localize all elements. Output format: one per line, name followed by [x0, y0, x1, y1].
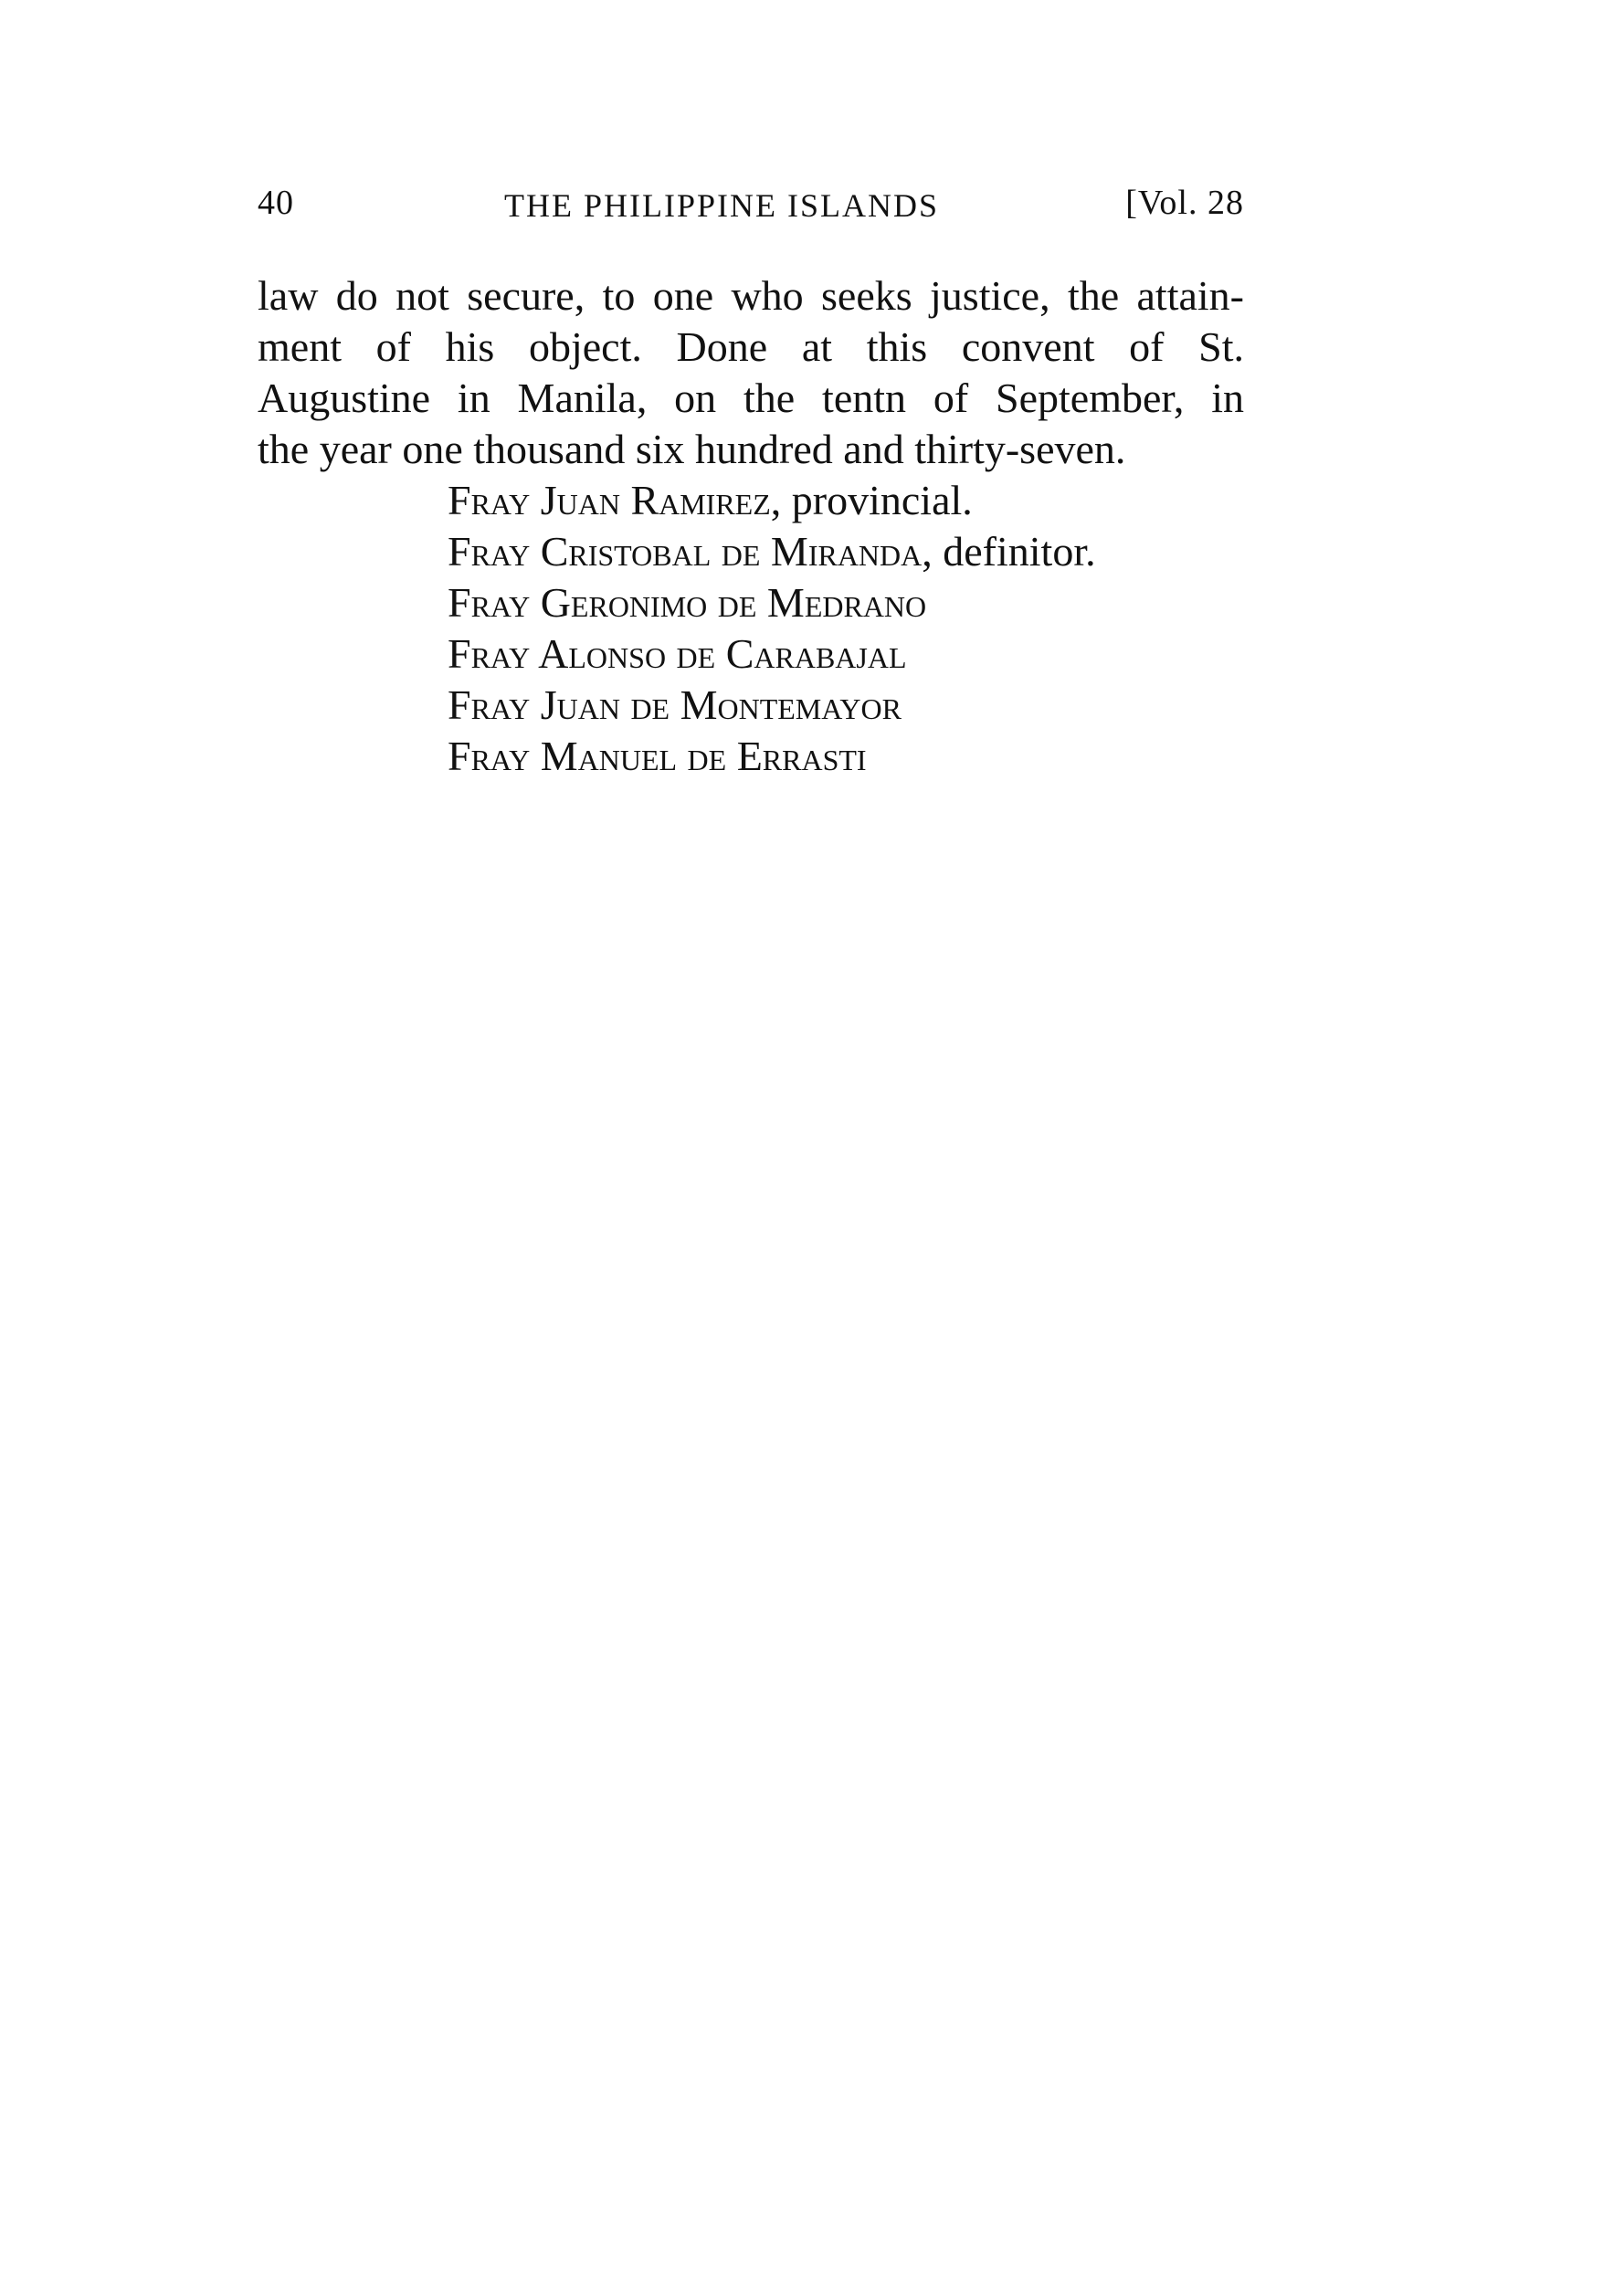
signature-list	[448, 475, 1096, 782]
signatory-name: Fray Alonso de Carabajal	[448, 630, 907, 677]
signatory-name: Fray Juan de Montemayor	[448, 681, 902, 728]
body-line: Augustine in Manila, on the tentn of September, in	[258, 375, 1244, 421]
signature-line	[448, 628, 1096, 680]
signatory-name: Fray Manuel de Errasti	[448, 733, 867, 779]
signatory-title: , provincial.	[770, 477, 973, 523]
body-paragraph	[258, 270, 1244, 475]
signatory-name: Fray Cristobal de Miranda	[448, 528, 923, 575]
signature-line	[448, 680, 1096, 731]
signature-line	[448, 526, 1096, 577]
running-title: THE PHILIPPINE ISLANDS	[504, 187, 939, 224]
signatory-name: Fray Geronimo de Medrano	[448, 579, 927, 626]
body-line: the year one thousand six hundred and thirty-seven.	[258, 426, 1126, 472]
body-line: ment of his object. Done at this convent of St.	[258, 323, 1244, 370]
signatory-name: Fray Juan Ramirez	[448, 477, 771, 523]
volume-label: [Vol. 28	[1125, 184, 1244, 222]
signature-line	[448, 731, 1096, 782]
body-line: law do not secure, to one who seeks justice, the attain-	[258, 272, 1244, 319]
page-header	[258, 183, 1244, 237]
page-number: 40	[258, 184, 294, 222]
signature-line	[448, 577, 1096, 628]
signature-line	[448, 475, 1096, 526]
signatory-title: , definitor.	[922, 528, 1096, 575]
